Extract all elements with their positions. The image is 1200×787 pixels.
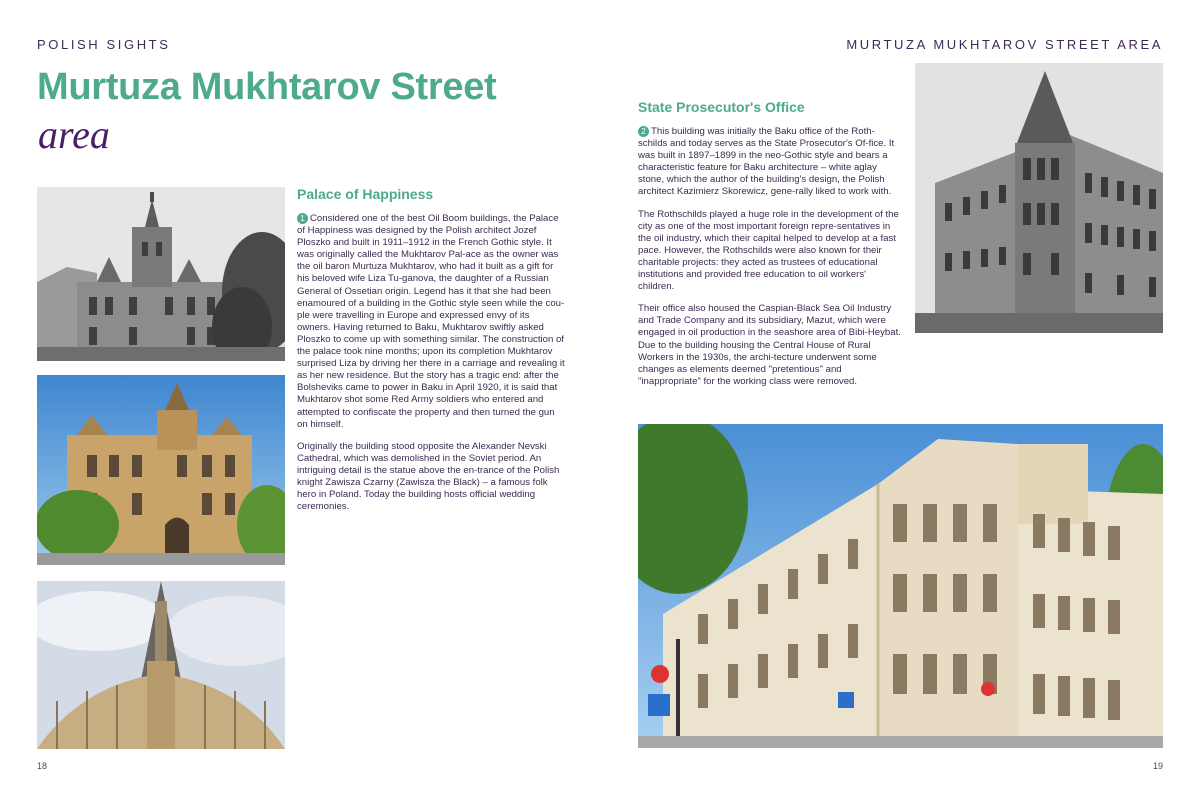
prosecutor-paragraph-2: The Rothschilds played a huge role in the development of the city as one of the most important foreign repre-sentatives in the oil industry, which their capital helped to develop at a fast pace. However, the Rothschilds were also known for their charitable projects: they acted as trustees of educational institutions and provided free education to oil workers' children. bbox=[638, 208, 899, 293]
prosecutor-paragraph-1: 2 This building was initially the Baku office of the Roth-schilds and today serves as the State Prosecutor's Of-fice. It was built in 1897–1899 in the neo-Gothic style and bears a characteristic feature for Baku architecture – white aglay stone, which the author of the building's design, the Polish architect Kazimierz Skorewicz, gene-rally liked to work with. bbox=[638, 126, 895, 198]
page-title: Murtuza Mukhtarov Street bbox=[37, 66, 497, 108]
running-head-left: POLISH SIGHTS bbox=[37, 37, 171, 52]
map-number-badge: 1 bbox=[297, 213, 308, 224]
palace-text bbox=[297, 213, 565, 523]
prosecutor-paragraph-3: Their office also housed the Caspian-Black Sea Oil Industry and Trade Company and its subsidiary, Mazut, which were engaged in oil production in the seashore area of Bibi-Heybat. Due to the building housing the Central House of Rural Workers in the 1930s, the archi-tecture underwent some changes as elements deemed "pretentious" and "inappropriate" for the working class were removed. bbox=[638, 303, 901, 387]
photo-palace-colour bbox=[37, 375, 285, 565]
palace-paragraph-2: Originally the building stood opposite the Alexander Nevski Cathedral, which was demolished in the Soviet period. An intriguing detail is the statue above the en-trance of the Polish knight Zawisza Czarny (Zawisza the Black) – a famous folk hero in Poland. Today the building hosts official wedding ceremonies. bbox=[297, 440, 560, 513]
photo-palace-roof-detail bbox=[37, 581, 285, 749]
photo-office-historic bbox=[915, 63, 1163, 333]
section-heading-palace: Palace of Happiness bbox=[297, 186, 434, 202]
running-head-right: MURTUZA MUKHTAROV STREET AREA bbox=[846, 37, 1163, 52]
section-heading-prosecutor: State Prosecutor's Office bbox=[638, 99, 805, 115]
page-number-right: 19 bbox=[1152, 761, 1163, 771]
map-number-badge: 2 bbox=[638, 126, 649, 137]
page-subtitle: area bbox=[38, 112, 110, 157]
page-number-left: 18 bbox=[37, 761, 48, 771]
palace-paragraph-1: 1 Considered one of the best Oil Boom buildings, the Palace of Happiness was designed by the Polish architect Jozef Ploszko and built in 1911–1912 in the French Gothic style. It was originally called the Mukhtarov Pal-ace as the owner was the oil baron Murtuza Mukhtarov, who had it built as a gift for his beloved wife Liza Tu-ganova, the daughter of a Russian General of Ossetian origin. Legend has it that she had been enamoured of a building in the Gothic style seen while the cou-ple were travelling in Europe and expressed envy of its owners. Having returned to Baku, Mukhtarov swiftly asked Ploszko to come up with something similar. The construction of the palace took nine months; upon its completion Mukhtarov surprised Liza by driving her there in a carriage and revealing it as her new residence. But the story has a tragic end: after the Bolsheviks came to power in Baku in April 1920, it is said that Mukhtarov shot some Red Army soldiers who entered and attempted to confiscate the property and then turned the gun on himself. bbox=[297, 213, 565, 430]
photo-office-colour bbox=[638, 424, 1163, 748]
prosecutor-text bbox=[638, 126, 903, 398]
photo-palace-historic bbox=[37, 187, 285, 361]
